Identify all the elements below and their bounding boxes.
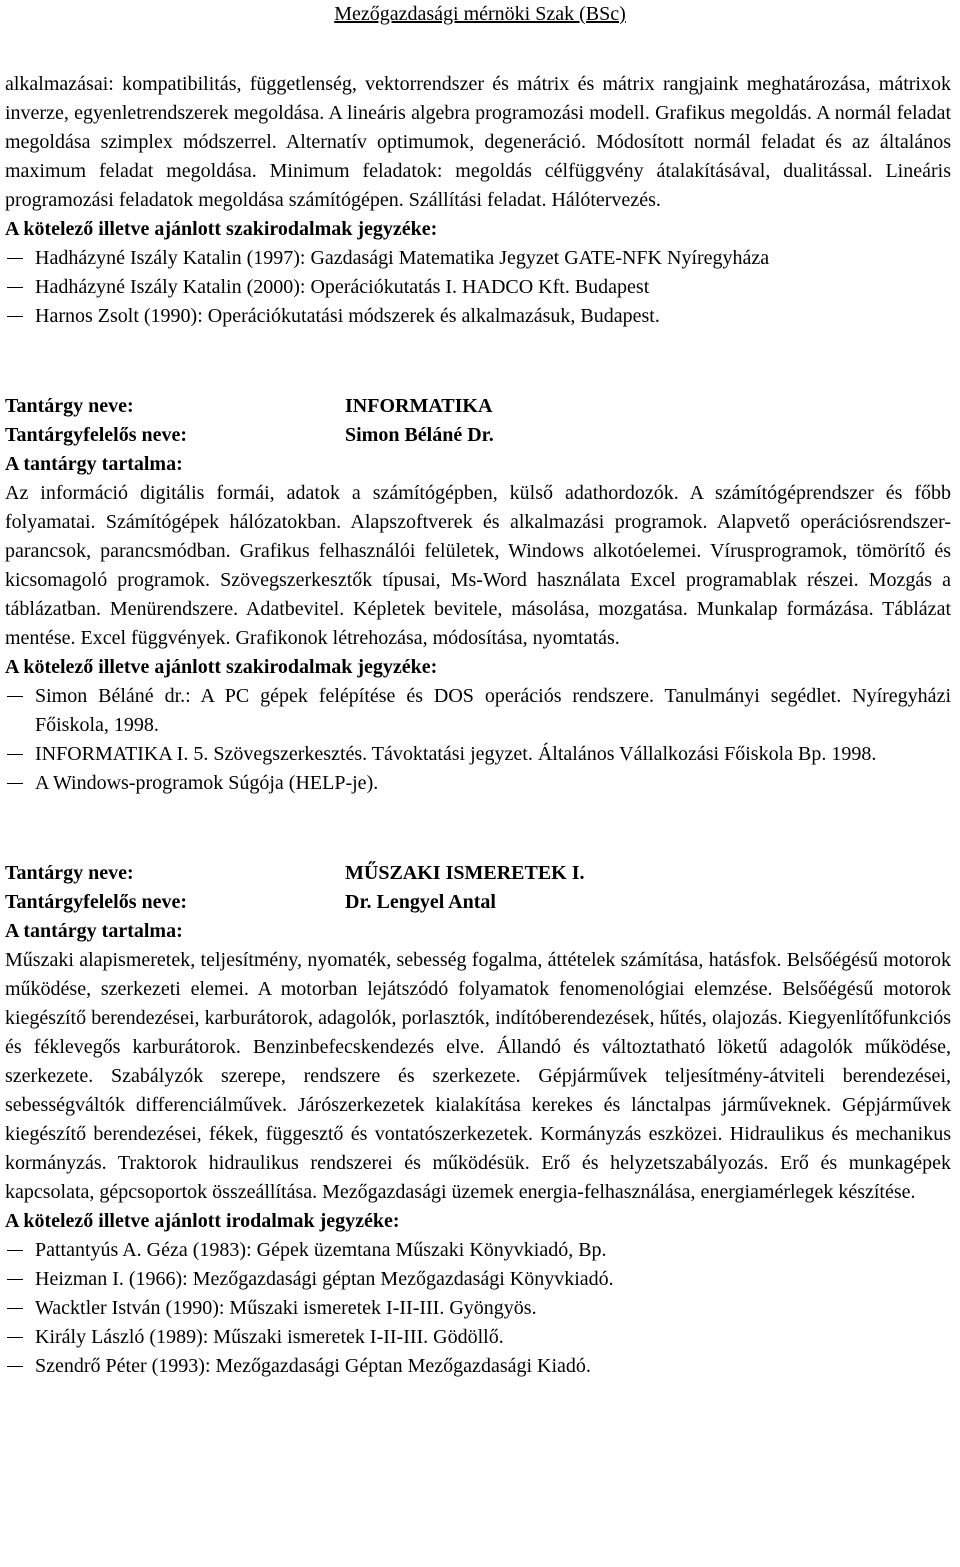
previous-course-section bbox=[5, 70, 951, 331]
references-heading: A kötelező illetve ajánlott szakirodalmak jegyzéke: bbox=[5, 218, 438, 240]
page-header bbox=[0, 0, 960, 30]
course-informatika-section bbox=[5, 392, 951, 798]
page-header-title: Mezőgazdasági mérnöki Szak (BSc) bbox=[334, 3, 626, 25]
course-muszaki-section bbox=[5, 859, 951, 1381]
reference-item: Hadházyné Iszály Katalin (2000): Operációkutatás I. HADCO Kft. Budapest bbox=[5, 273, 951, 302]
course-content-label: A tantárgy tartalma: bbox=[5, 453, 183, 475]
reference-item: Harnos Zsolt (1990): Operációkutatási módszerek és alkalmazásuk, Budapest. bbox=[5, 302, 951, 331]
references-list bbox=[5, 682, 951, 798]
reference-item: Wacktler István (1990): Műszaki ismeretek I-II-III. Gyöngyös. bbox=[5, 1294, 951, 1323]
references-heading: A kötelező illetve ajánlott szakirodalmak jegyzéke: bbox=[5, 656, 438, 678]
course-name-label: Tantárgy neve: bbox=[5, 862, 134, 884]
references-list bbox=[5, 1236, 951, 1381]
course-content-text: Műszaki alapismeretek, teljesítmény, nyomaték, sebesség fogalma, áttételek számítása, hatásfok. Belsőégésű motorok működése, szerkezeti elemei. A motorban lejátszódó folyamatok fenomenológiai elemzése. Belsőégésű motorok kiegészítő berendezései, karburátorok, adagolók, porlasztók, indítóberendezések, hűtés, olajozás. Kiegyenlítőfunkciós és féklevegős karburátorok. Benzinbefecskendezés elve. Állandó és változtatható löketű adagolók működése, szerkezete. Szabályzók szerepe, rendszere és szerkezete. Gépjárművek teljesítmény-átviteli berendezései, sebességváltók differenciálművek. Járószerkezetek kialakítása kerekes és lánctalpas járműveknek. Gépjárművek kiegészítő berendezései, fékek, függesztő és vontatószerkezetek. Kormányzás eszközei. Hidraulikus és mechanikus kormányzás. Traktorok hidraulikus rendszerei és működésük. Erő és helyzetszabályozás. Erő és munkagépek kapcsolata, gépcsoportok összeállítása. Mezőgazdasági üzemek energia-felhasználása, energiamérlegek készítése. bbox=[5, 949, 951, 1203]
references-heading: A kötelező illetve ajánlott irodalmak jegyzéke: bbox=[5, 1210, 400, 1232]
course-name-row bbox=[5, 859, 951, 888]
course-content-label: A tantárgy tartalma: bbox=[5, 920, 183, 942]
course-name: MŰSZAKI ISMERETEK I. bbox=[345, 862, 585, 884]
section-spacer bbox=[5, 798, 951, 859]
reference-item: Simon Béláné dr.: A PC gépek felépítése és DOS operációs rendszere. Tanulmányi segédlet. Nyíregyházi Főiskola, 1998. bbox=[5, 682, 951, 740]
course-name-label: Tantárgy neve: bbox=[5, 395, 134, 417]
course-owner-row bbox=[5, 888, 951, 917]
course-owner-row bbox=[5, 421, 951, 450]
references-list bbox=[5, 244, 951, 331]
course-content-text: Az információ digitális formái, adatok a számítógépben, külső adathordozók. A számítógéprendszer és főbb folyamatai. Számítógépek hálózatokban. Alapszoftverek és alkalmazási programok. Alapvető operációsrendszer-parancsok, parancsmódban. Grafikus felhasználói felületek, Windows alkotóelemei. Vírusprogramok, tömörítő és kicsomagoló programok. Szövegszerkesztők típusai, Ms-Word használata Excel programablak részei. Mozgás a táblázatban. Menürendszere. Adatbevitel. Képletek bevitele, másolása, mozgatása. Munkalap formázása. Táblázat mentése. Excel függvények. Grafikonok létrehozása, módosítása, nyomtatás. bbox=[5, 482, 951, 649]
course-owner: Simon Béláné Dr. bbox=[345, 424, 494, 446]
reference-item: Hadházyné Iszály Katalin (1997): Gazdasági Matematika Jegyzet GATE-NFK Nyíregyháza bbox=[5, 244, 951, 273]
reference-item: Szendrő Péter (1993): Mezőgazdasági Géptan Mezőgazdasági Kiadó. bbox=[5, 1352, 951, 1381]
course-name: INFORMATIKA bbox=[345, 395, 493, 417]
course-content-text: alkalmazásai: kompatibilitás, függetlenség, vektorrendszer és mátrix és mátrix rangjaink meghatározása, mátrixok inverze, egyenletrendszerek megoldása. A lineáris algebra programozási modell. Grafikus megoldás. A normál feladat megoldása szimplex módszerrel. Alternatív optimumok, degeneráció. Módosított normál feladat és az általános maximum feladat megoldása. Minimum feladatok: megoldás célfüggvény átalakításával, dualitással. Lineáris programozási feladatok megoldása számítógépen. Szállítási feladat. Hálótervezés. bbox=[5, 73, 951, 211]
reference-item: A Windows-programok Súgója (HELP-je). bbox=[5, 769, 951, 798]
reference-item: Király László (1989): Műszaki ismeretek I-II-III. Gödöllő. bbox=[5, 1323, 951, 1352]
course-name-row bbox=[5, 392, 951, 421]
reference-item: Heizman I. (1966): Mezőgazdasági géptan Mezőgazdasági Könyvkiadó. bbox=[5, 1265, 951, 1294]
reference-item: Pattantyús A. Géza (1983): Gépek üzemtana Műszaki Könyvkiadó, Bp. bbox=[5, 1236, 951, 1265]
section-spacer bbox=[5, 331, 951, 392]
course-owner-label: Tantárgyfelelős neve: bbox=[5, 891, 188, 913]
course-owner-label: Tantárgyfelelős neve: bbox=[5, 424, 188, 446]
document-body bbox=[5, 70, 951, 1381]
course-owner: Dr. Lengyel Antal bbox=[345, 891, 496, 913]
reference-item: INFORMATIKA I. 5. Szövegszerkesztés. Távoktatási jegyzet. Általános Vállalkozási Főiskola Bp. 1998. bbox=[5, 740, 951, 769]
